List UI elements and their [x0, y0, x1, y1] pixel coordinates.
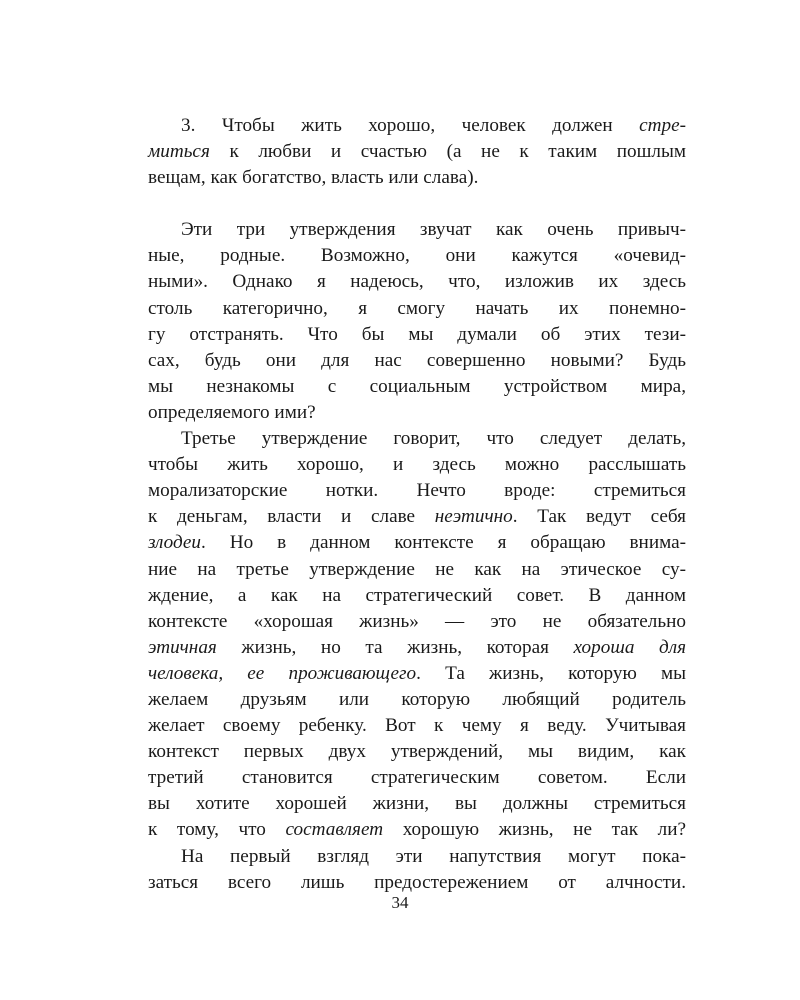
- text-run: желает своему ребенку. Вот к чему я веду. Учитывая: [148, 715, 686, 737]
- paragraph-2: [148, 217, 686, 426]
- text-run: морализаторские нотки. Нечто вроде: стремиться: [148, 480, 686, 502]
- text-line: [148, 504, 686, 530]
- text-line: [148, 635, 686, 661]
- text-line: [148, 739, 686, 765]
- text-run: к тому, что: [148, 819, 286, 841]
- italic-text: составляет: [285, 819, 384, 841]
- text-run: Третье утверждение говорит, что следует делать,: [181, 428, 686, 450]
- italic-text: неэтично: [434, 506, 513, 528]
- text-line: [148, 844, 686, 870]
- text-run: . Так ведут себя: [512, 506, 686, 528]
- text-run: гу отстранять. Что бы мы думали об этих тези-: [148, 323, 686, 345]
- text-run: определяемого ими?: [148, 401, 316, 423]
- text-line: [148, 217, 686, 243]
- text-run: хорошую жизнь, не так ли?: [383, 819, 686, 841]
- italic-text: этичная: [148, 636, 217, 658]
- text-line: [148, 165, 686, 191]
- text-line: [148, 426, 686, 452]
- text-run: На первый взгляд эти напутствия могут пока-: [181, 845, 686, 867]
- text-line: [148, 557, 686, 583]
- text-line: [148, 243, 686, 269]
- text-run: к любви и счастью (а не к таким пошлым: [209, 141, 686, 163]
- text-run: жизнь, но та жизнь, которая: [216, 636, 574, 658]
- text-line: [148, 687, 686, 713]
- text-line: [148, 296, 686, 322]
- text-line: [148, 765, 686, 791]
- text-run: ные, родные. Возможно, они кажутся «очевид-: [148, 245, 686, 267]
- italic-text: злодеи: [148, 532, 201, 554]
- paragraph-gap: [148, 191, 686, 217]
- text-run: мы незнакомы с социальным устройством мира,: [148, 375, 686, 397]
- text-line: [148, 322, 686, 348]
- paragraph-3: [148, 426, 686, 844]
- text-run: заться всего лишь предостережением от алчности.: [148, 871, 686, 893]
- text-line: [148, 113, 686, 139]
- italic-text: хороша для: [573, 636, 686, 658]
- text-line: [148, 661, 686, 687]
- text-line: [148, 530, 686, 556]
- text-run: желаем друзьям или которую любящий родитель: [148, 688, 686, 710]
- text-line: [148, 348, 686, 374]
- text-run: ние на третье утверждение не как на этическое су-: [148, 558, 686, 580]
- text-run: чтобы жить хорошо, и здесь можно расслышать: [148, 454, 686, 476]
- text-line: [148, 269, 686, 295]
- text-line: [148, 609, 686, 635]
- text-run: к деньгам, власти и славе: [148, 506, 435, 528]
- text-run: 3. Чтобы жить хорошо, человек должен: [181, 115, 640, 136]
- text-line: [148, 817, 686, 843]
- text-line: [148, 583, 686, 609]
- page-number: 34: [391, 893, 409, 912]
- italic-text: человека, ее проживающего: [148, 662, 417, 684]
- text-run: контекст первых двух утверждений, мы видим, как: [148, 741, 686, 763]
- text-run: третий становится стратегическим советом. Если: [148, 767, 686, 789]
- text-line: [148, 478, 686, 504]
- text-run: вещам, как богатство, власть или слава).: [148, 167, 479, 189]
- text-line: [148, 139, 686, 165]
- text-run: столь категорично, я смогу начать их понемно-: [148, 297, 686, 319]
- text-run: . Та жизнь, которую мы: [416, 662, 686, 684]
- text-run: сах, будь они для нас совершенно новыми? Будь: [148, 349, 686, 371]
- text-line: [148, 713, 686, 739]
- text-line: [148, 791, 686, 817]
- text-line: [148, 452, 686, 478]
- italic-text: стре-: [639, 115, 686, 136]
- text-line: [148, 400, 686, 426]
- text-run: Эти три утверждения звучат как очень привыч-: [181, 219, 686, 241]
- paragraph-4: [148, 844, 686, 896]
- text-run: . Но в данном контексте я обращаю внима-: [201, 532, 686, 554]
- text-run: ными». Однако я надеюсь, что, изложив их здесь: [148, 271, 686, 293]
- page-body: [148, 113, 686, 896]
- text-run: ждение, а как на стратегический совет. В данном: [148, 584, 686, 606]
- italic-text: миться: [148, 141, 210, 163]
- text-line: [148, 374, 686, 400]
- text-run: вы хотите хорошей жизни, вы должны стремиться: [148, 793, 686, 815]
- paragraph-1: [148, 113, 686, 191]
- text-run: контексте «хорошая жизнь» — это не обязательно: [148, 610, 686, 632]
